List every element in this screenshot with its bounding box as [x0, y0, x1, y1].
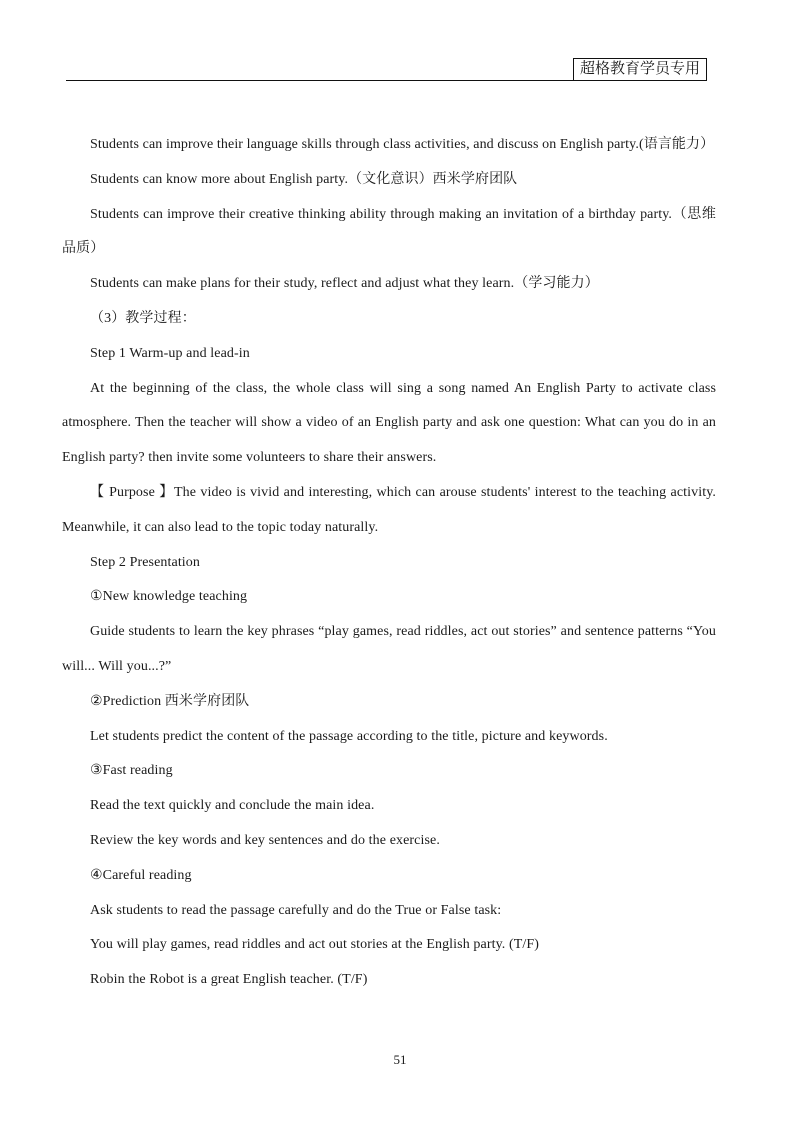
step-1-heading: Step 1 Warm-up and lead-in [90, 345, 250, 361]
paragraph-predict: Let students predict the content of the passage according to the title, picture and keywords. [90, 728, 608, 744]
page-number: 51 [393, 1052, 407, 1067]
paragraph-question-2: Robin the Robot is a great English teacher. (T/F) [90, 972, 368, 988]
subheading-prediction: ②Prediction 西米学府团队 [90, 693, 250, 709]
document-body [62, 128, 716, 998]
paragraph-cultural-awareness: Students can know more about English party.（文化意识）西米学府团队 [90, 171, 518, 187]
step-2-heading: Step 2 Presentation [90, 554, 200, 570]
paragraph-learning-ability: Students can make plans for their study, reflect and adjust what they learn.（学习能力） [90, 276, 599, 292]
paragraph-thinking-quality: Students can improve their creative thinking ability through making an invitation of a birthday party.（思维品质） [62, 206, 716, 257]
subheading-fast-reading: ③Fast reading [90, 763, 173, 779]
paragraph-true-false-task: Ask students to read the passage carefully and do the True or False task: [90, 902, 502, 918]
paragraph-read-quickly: Read the text quickly and conclude the main idea. [90, 798, 375, 814]
paragraph-purpose: 【 Purpose 】The video is vivid and interesting, which can arouse students' interest to the teaching activity. Meanwhile, it can also lead to the topic today naturally. [62, 484, 716, 535]
subheading-new-knowledge: ①New knowledge teaching [90, 589, 248, 605]
header-rule [66, 80, 706, 81]
paragraph-question-1: You will play games, read riddles and act out stories at the English party. (T/F) [90, 937, 540, 953]
header-label: 超格教育学员专用 [573, 58, 707, 81]
paragraph-language-ability: Students can improve their language skills through class activities, and discuss on English party.(语言能力） [90, 137, 715, 152]
paragraph-warm-up: At the beginning of the class, the whole class will sing a song named An English Party to activate class atmosphere. Then the teacher will show a video of an English party and ask one question: What can you do in an English party? then invite some volunteers to share their answers. [62, 380, 716, 466]
section-heading-teaching-process: （3）教学过程： [90, 310, 196, 326]
subheading-careful-reading: ④Careful reading [90, 867, 192, 883]
paragraph-review: Review the key words and key sentences and do the exercise. [90, 832, 440, 848]
paragraph-key-phrases: Guide students to learn the key phrases “play games, read riddles, act out stories” and sentence patterns “You will... Will you...?” [62, 624, 716, 674]
